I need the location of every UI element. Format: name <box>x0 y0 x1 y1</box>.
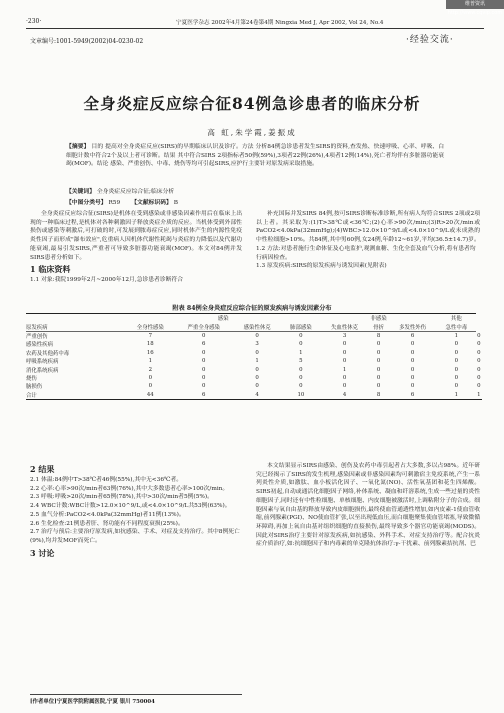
clc-label: 【中图分类号】 <box>66 200 107 206</box>
table-cell: 0 <box>202 358 206 365</box>
table-cell: 3 <box>255 341 259 348</box>
table-cell: 0 <box>477 374 481 381</box>
table-cell: 0 <box>410 374 415 381</box>
table-cell: 0 <box>454 358 459 365</box>
table-row <box>26 349 482 357</box>
table-cell: 0 <box>454 374 459 381</box>
table-cell: 6 <box>388 391 437 400</box>
table-cell: 3 <box>342 332 347 339</box>
result-2-3: 2.3 呼吸:呼吸>20次/min者65例(78%),其中>30次/min者5例(5%)。 <box>30 494 213 501</box>
group-header-other: 其他 <box>437 314 476 323</box>
article-number: 文章编号:1001-5949(2002)04-0230-02 <box>30 38 144 45</box>
row-label: 消化系统疾病 <box>26 367 59 374</box>
table-cell: 0 <box>299 383 303 390</box>
column-header: 急性中毒 <box>437 322 476 331</box>
table-cell: 6 <box>202 341 206 348</box>
group-header-infection: 感染 <box>126 314 320 323</box>
table-cell: 0 <box>376 374 381 381</box>
watermark-banner: 维普资讯 http://www.cqvip.com <box>447 1 503 16</box>
section-heading-discussion: 3 讨论 <box>30 547 55 558</box>
table-cell: 6 <box>410 332 415 339</box>
table-cell: 1 <box>437 391 476 400</box>
clc-value: R59 <box>108 200 121 206</box>
row-label: 呼吸系统疾病 <box>26 359 59 366</box>
result-2-2: 2.2 心率:心率>90次/min者63例(76%),其中大多数患者心率>100次/min。 <box>30 485 229 492</box>
result-2-5: 2.5 血气分析:PaCO2<4.0kPa(32mmHg)者11例(13%)。 <box>30 511 185 518</box>
data-table <box>26 313 482 400</box>
row-label: 脑损伤 <box>26 384 43 391</box>
table-cell: 1 <box>148 358 152 365</box>
table-cell: 0 <box>376 366 381 373</box>
table-cell: 0 <box>410 341 415 348</box>
table-cell: 0 <box>376 383 381 390</box>
table-cell: 0 <box>477 332 481 339</box>
table-cell: 0 <box>342 358 347 365</box>
table-cell: 0 <box>202 349 206 356</box>
table-cell: 0 <box>202 383 206 390</box>
table-corner <box>26 314 126 323</box>
table-cell: 0 <box>299 374 303 381</box>
row-label: 烧伤 <box>26 375 37 382</box>
table-cell: 0 <box>376 358 381 365</box>
table-cell: 0 <box>299 332 303 339</box>
table-cell: 8 <box>376 332 381 339</box>
table-cell: 0 <box>410 358 415 365</box>
group-header-noninfection: 非感染 <box>320 314 437 323</box>
table-cell: 0 <box>202 374 206 381</box>
section-heading-results: 2 结果 <box>30 464 55 474</box>
table-cell: 1 <box>454 332 459 339</box>
article-title: 全身炎症反应综合征84例急诊患者的临床分析 <box>83 94 421 113</box>
column-header: 失血性休克 <box>320 322 369 331</box>
row-label: 合计 <box>26 391 126 400</box>
journal-header: 宁夏医学杂志 2002年4月第24卷第4期 Ningxia Med J, Apr 2002, Vol 24, No.4 <box>176 20 384 26</box>
table-cell: 0 <box>454 366 459 373</box>
right-top-column <box>256 210 480 271</box>
table-row <box>26 382 482 390</box>
table-cell: 0 <box>202 332 206 339</box>
table-cell: 0 <box>255 383 259 390</box>
subsection-1-1: 1.1 对象:我院1999年2月~2000年12月,急诊患者诊断符合 <box>30 277 184 284</box>
keywords <box>66 186 174 195</box>
table-cell: 0 <box>255 374 259 381</box>
table-cell: 7 <box>148 332 152 339</box>
abstract-label: 【摘要】 <box>66 144 90 150</box>
table-cell: 0 <box>454 383 459 390</box>
table-cell: 1 <box>477 391 481 398</box>
keywords-text: 全身炎症反应综合征;临床分析 <box>96 189 175 195</box>
table-cell: 8 <box>369 391 388 400</box>
row-label: 农药及其他药中毒 <box>26 350 70 357</box>
abstract-text: 目的 提高对全身炎症反应(SIRS)的早期临床认识及诊疗。方法 分析84例急诊患者发生SIRS的资料,查发热、快速呼吸、心率、呼吸、白细胞计数中符合2个及以上者可诊断。结果 其中符合SIRS 2项指标者50例(59%),3项者22例(26%),4项者12例(14%),死亡者均伴有多脏器功能衰竭(MOF)。结论 感染、严重创伤、中毒、烧伤等均可引起SIRS,应护行主要针对原发病采取措施。 <box>66 144 444 167</box>
table-cell: 0 <box>342 374 347 381</box>
footer-rule <box>30 694 242 695</box>
table-cell: 0 <box>376 349 381 356</box>
table-cell: 0 <box>376 341 381 348</box>
column-header: 全身性感染 <box>126 322 175 331</box>
author-affiliation: [作者单位]宁夏医学院附属医院,宁夏 银川 750004 <box>30 699 155 705</box>
table-cell: 0 <box>454 341 459 348</box>
table-cell: 1 <box>255 358 259 365</box>
column-header: 骨折 <box>369 322 388 331</box>
subsection-1-3: 1.3 原发疾病:SIRS的原发疾病与诱发因素(见附表) <box>256 263 387 270</box>
table-cell: 1 <box>299 349 303 356</box>
column-header: 感染性休克 <box>233 322 282 331</box>
table-cell: 0 <box>299 366 303 373</box>
table-cell: 0 <box>477 366 481 373</box>
table-cell: 0 <box>454 349 459 356</box>
table-row <box>26 331 482 340</box>
table-cell: 10 <box>281 391 320 400</box>
table-cell: 0 <box>477 358 481 365</box>
result-2-4: 2.4 WBC计数:WBC计数>12.0×10^9/L,或<4.0×10^9/L共53例(63%)。 <box>30 503 231 510</box>
result-2-6: 2.6 生化检查:21例患者肝、肾功能有不同程度衰损(25%)。 <box>30 520 184 527</box>
column-header: 多发性外伤 <box>388 322 437 331</box>
table-cell: 0 <box>410 349 415 356</box>
table-cell: 0 <box>255 366 259 373</box>
row-label: 感染性疾病 <box>26 342 53 349</box>
classification <box>66 197 178 206</box>
result-2-7: 2.7 治疗与预后:主要治疗原发病,如抗感染、手术、对症及支持治疗。其中8例死亡(9%),均并发MOF而死亡。 <box>30 529 240 544</box>
discussion-paragraph: 本文结果显示SIRS由感染、创伤及农药中毒引起者占大多数,多以占98%。近年研究已经揭示了SIRS的发生机理,感染因素或非感染因素均可刺激宿主免疫系统,产生一系列炎性介质,如激肽、血小板活化因子、一氧化氮(NO)、活性氧基团和花生四烯酸。SIRS初起,自动或通活化细胞因子网络,补体系统、凝血和纤溶系统,生成一些过量的炎性细胞因子,同时还有中性粒细胞、单核细胞、内皮细胞被激活时,上调粘附分子的合成。细胞因素与氧自由基的释放导致内皮细胞损伤,最终使血管通透性增加,如内皮素-1使血管收缩,前列腺素(PGI)、NO使血管扩张,以至出现低血压,而白细胞聚集使血管堵塞,导致微循环障碍,再加上氧自由基对组织细胞的直接损伤,最终导致多个器官功能衰竭(MODS)。因此对SIRS治疗主要针对原发疾病,如抗感染、外科手术、对症支持治疗等。配合抗炎症介质治疗,如:抗细胞因子和内毒素的单克隆抗体治疗:γ-干扰素、前列腺素拮抗剂、巴 <box>256 463 480 548</box>
table-cell: 0 <box>342 341 347 348</box>
table-row <box>26 357 482 365</box>
table-cell: 0 <box>342 383 347 390</box>
subsection-1-2: 1.2 方法:对患者施行生命体征及心电监护,观测血糖、生化全套及血气分析,将有患者均行病因检查。 <box>256 245 476 261</box>
table-cell: 0 <box>148 374 152 381</box>
table-cell: 0 <box>148 383 152 390</box>
table-cell: 1 <box>342 366 347 373</box>
intro-paragraph: 全身炎症反应综合征(SIRS)是机体在受到感染或非感染因素作用后在临床上出现的一种临床过程,是机体对各种刺激因子释放炎症介质的反应。当机体受到外部性损伤或感染等刺激后,可打破的时,可发展到脓毒症反应,同时机体产生的内源性免疫炎性因子而形成"瀑布效应",危重病人因机体代谢性耗竭与炎症的力降低以及代谢功能衰竭,最易引发SIRS,严重者可导致多脏器功能衰竭(MOF)。本文对84例并发SIRS患者分析如下。 <box>30 211 242 261</box>
table-cell: 44 <box>126 391 175 400</box>
table-cell: 0 <box>410 366 415 373</box>
doc-value: B <box>173 200 178 206</box>
table-cell: 0 <box>299 341 303 348</box>
table-title: 附表 84例全身炎症反应综合征的原发疾病与诱发因素分布 <box>172 305 332 312</box>
result-2-1: 2.1 体温:84例中T>38℃者46例(55%),其中无<36℃者。 <box>30 477 183 483</box>
table-row <box>26 374 482 382</box>
doc-label: 【文献标识码】 <box>131 200 172 206</box>
page-number: ·230· <box>26 18 42 25</box>
table-cell: 2 <box>148 366 152 373</box>
section-tag: ·经验交流· <box>406 35 454 45</box>
table-cell: 0 <box>342 349 347 356</box>
table-total-row <box>26 391 482 400</box>
table-cell: 16 <box>146 349 154 356</box>
table-cell: 0 <box>202 366 206 373</box>
header-rule <box>26 28 484 29</box>
abstract <box>66 143 444 169</box>
table-cell: 0 <box>255 332 259 339</box>
intro-column <box>30 210 242 285</box>
table-cell: 4 <box>233 391 282 400</box>
table-cell: 0 <box>477 383 481 390</box>
table-cell: 6 <box>175 391 233 400</box>
results-column <box>30 462 242 560</box>
table-cell: 5 <box>299 358 303 365</box>
table-cell: 4 <box>320 391 369 400</box>
section-heading-clinical: 1 临床资料 <box>30 264 71 275</box>
discussion-column <box>256 462 480 549</box>
table-cell: 0 <box>255 349 259 356</box>
table-row <box>26 340 482 348</box>
keywords-label: 【关键词】 <box>66 189 95 195</box>
criteria-paragraph: 补充国际并发SIRS 84例,按可SIRS诊断标准诊断,所有病人均符合SIRS 2项或2项以上者。其采取为:(1)T>38℃或<36℃;(2)心率>90次/min;(3)R>20次/min或PaCO2<4.0kPa(32mmHg);(4)WBC>12.0×10^9/L或<4.0×10^9/L或未成熟的中性粒细胞>10%。共84例,其中男60例,女24例,年龄12~61岁,平均(36.5±14.7)岁。 <box>256 211 480 244</box>
table-cell: 18 <box>146 341 154 348</box>
row-label: 严重创伤 <box>26 333 48 340</box>
column-header: 肺部感染 <box>281 322 320 331</box>
table-cell: 0 <box>477 341 481 348</box>
authors: 高 虹,朱学霞,姜振成 <box>207 128 297 137</box>
table-cell: 0 <box>477 349 481 356</box>
table-cell: 0 <box>410 383 415 390</box>
column-header: 原发疾病 <box>26 322 126 331</box>
column-header: 严重全身感染 <box>175 322 233 331</box>
table-row <box>26 365 482 373</box>
